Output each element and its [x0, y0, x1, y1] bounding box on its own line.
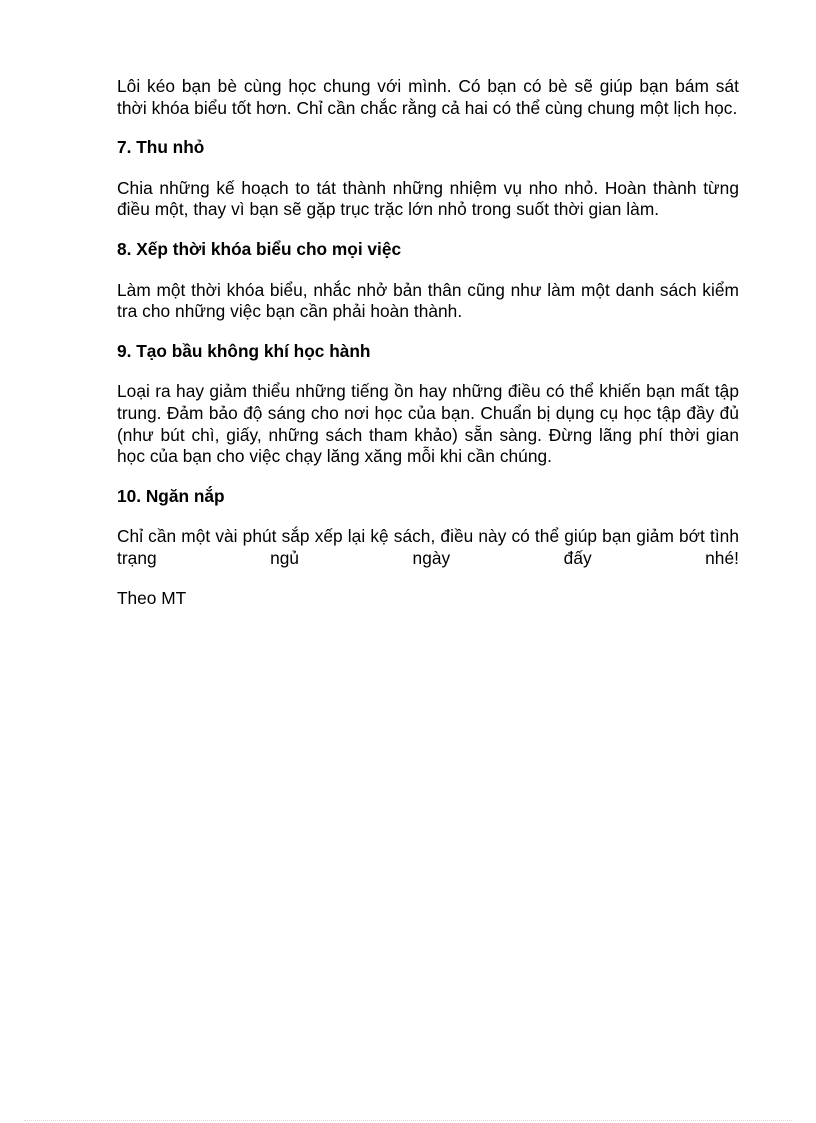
section-body-7: Chia những kế hoạch to tát thành những nhiệm vụ nho nhỏ. Hoàn thành từng điều một, thay vì bạn sẽ gặp trục trặc lớn nhỏ trong suốt thời gian làm. — [117, 177, 739, 220]
section-body-8: Làm một thời khóa biểu, nhắc nhở bản thân cũng như làm một danh sách kiểm tra cho những việc bạn cần phải hoàn thành. — [117, 279, 739, 322]
section-heading-8: 8. Xếp thời khóa biểu cho mọi việc — [117, 238, 402, 259]
document-page — [117, 76, 739, 609]
source-credit: Theo MT — [117, 587, 187, 608]
section-body-10: Chỉ cần một vài phút sắp xếp lại kệ sách, điều này có thể giúp bạn giảm bớt tình trạng ngủ ngày đấy nhé! — [117, 526, 739, 568]
section-body-9: Loại ra hay giảm thiểu những tiếng ồn hay những điều có thể khiến bạn mất tập trung. Đảm bảo độ sáng cho nơi học của bạn. Chuẩn bị dụng cụ học tập đầy đủ (như bút chì, giấy, những sách tham khảo) sẵn sàng. Đừng lãng phí thời gian học của bạn cho việc chạy lăng xăng mỗi khi cần chúng. — [117, 381, 739, 467]
intro-paragraph: Lôi kéo bạn bè cùng học chung với mình. Có bạn có bè sẽ giúp bạn bám sát thời khóa biểu tốt hơn. Chỉ cần chắc rằng cả hai có thể cùng chung một lịch học. — [117, 76, 739, 118]
page-bottom-border — [24, 1120, 792, 1121]
section-heading-9: 9. Tạo bầu không khí học hành — [117, 340, 371, 361]
section-heading-7: 7. Thu nhỏ — [117, 137, 205, 158]
section-heading-10: 10. Ngăn nắp — [117, 485, 225, 506]
